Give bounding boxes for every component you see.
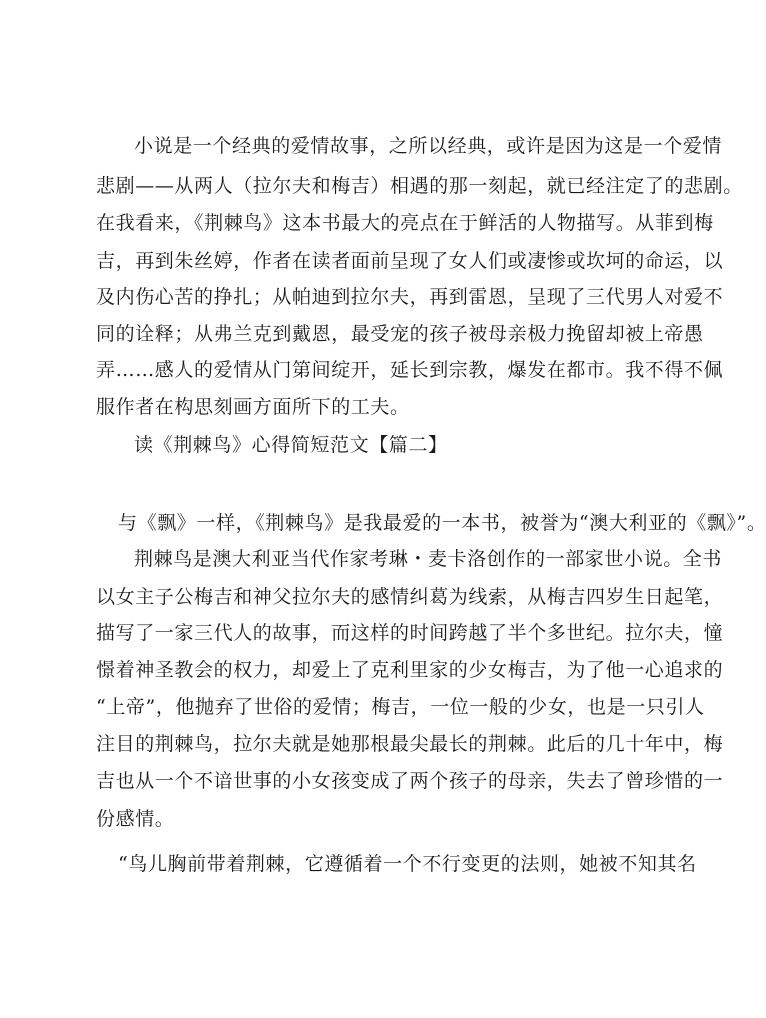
paragraph-2-line: 与《飘》一样，《荆棘鸟》是我最爱的一本书，被誉为“澳大利亚的《飘》”。 <box>118 512 766 534</box>
paragraph-3-line: 吉也从一个不谙世事的小女孩变成了两个孩子的母亲，失去了曾珍惜的一 <box>96 770 724 792</box>
paragraph-1-line: 悲剧——从两人（拉尔夫和梅吉）相遇的那一刻起，就已经注定了的悲剧。 <box>96 175 743 197</box>
paragraph-3-line: 憬着神圣教会的权力，却爱上了克利里家的少女梅吉，为了他一心追求的 <box>96 659 724 681</box>
paragraph-4-line: “鸟儿胸前带着荆棘，它遵循着一个不行变更的法则，她被不知其名 <box>118 853 697 875</box>
paragraph-1-line: 吉，再到朱丝婷，作者在读者面前呈现了女人们或凄惨或坎坷的命运，以 <box>96 250 724 272</box>
paragraph-3-line: “上帝”，他抛弃了世俗的爱情；梅吉，一位一般的少女，也是一只引人 <box>96 696 705 718</box>
paragraph-3-line: 荆棘鸟是澳大利亚当代作家考琳・麦卡洛创作的一部家世小说。全书 <box>134 548 723 570</box>
paragraph-3-line: 描写了一家三代人的故事，而这样的时间跨越了半个多世纪。拉尔夫，憧 <box>96 622 724 644</box>
paragraph-1-line: 弄……感人的爱情从门第间绽开，延长到宗教，爆发在都市。我不得不佩 <box>96 359 724 381</box>
paragraph-1-line: 在我看来，《荆棘鸟》这本书最大的亮点在于鲜活的人物描写。从菲到梅 <box>96 212 714 234</box>
paragraph-1-line: 及内伤心苦的挣扎；从帕迪到拉尔夫，再到雷恩，呈现了三代男人对爱不 <box>96 286 724 308</box>
paragraph-3-line: 以女主子公梅吉和神父拉尔夫的感情纠葛为线索，从梅吉四岁生日起笔， <box>96 586 724 608</box>
paragraph-1-line: 小说是一个经典的爱情故事，之所以经典，或许是因为这是一个爱情 <box>134 135 723 157</box>
paragraph-3-line: 份感情。 <box>96 808 175 830</box>
paragraph-3-line: 注目的荆棘鸟，拉尔夫就是她那根最尖最长的荆棘。此后的几十年中，梅 <box>96 733 724 755</box>
paragraph-1-line: 服作者在构思刻画方面所下的工夫。 <box>96 396 410 418</box>
paragraph-1-line: 同的诠释；从弗兰克到戴恩，最受宠的孩子被母亲极力挽留却被上帝愚 <box>96 323 704 345</box>
section-heading: 读《荆棘鸟》心得简短范文【篇二】 <box>134 434 448 456</box>
